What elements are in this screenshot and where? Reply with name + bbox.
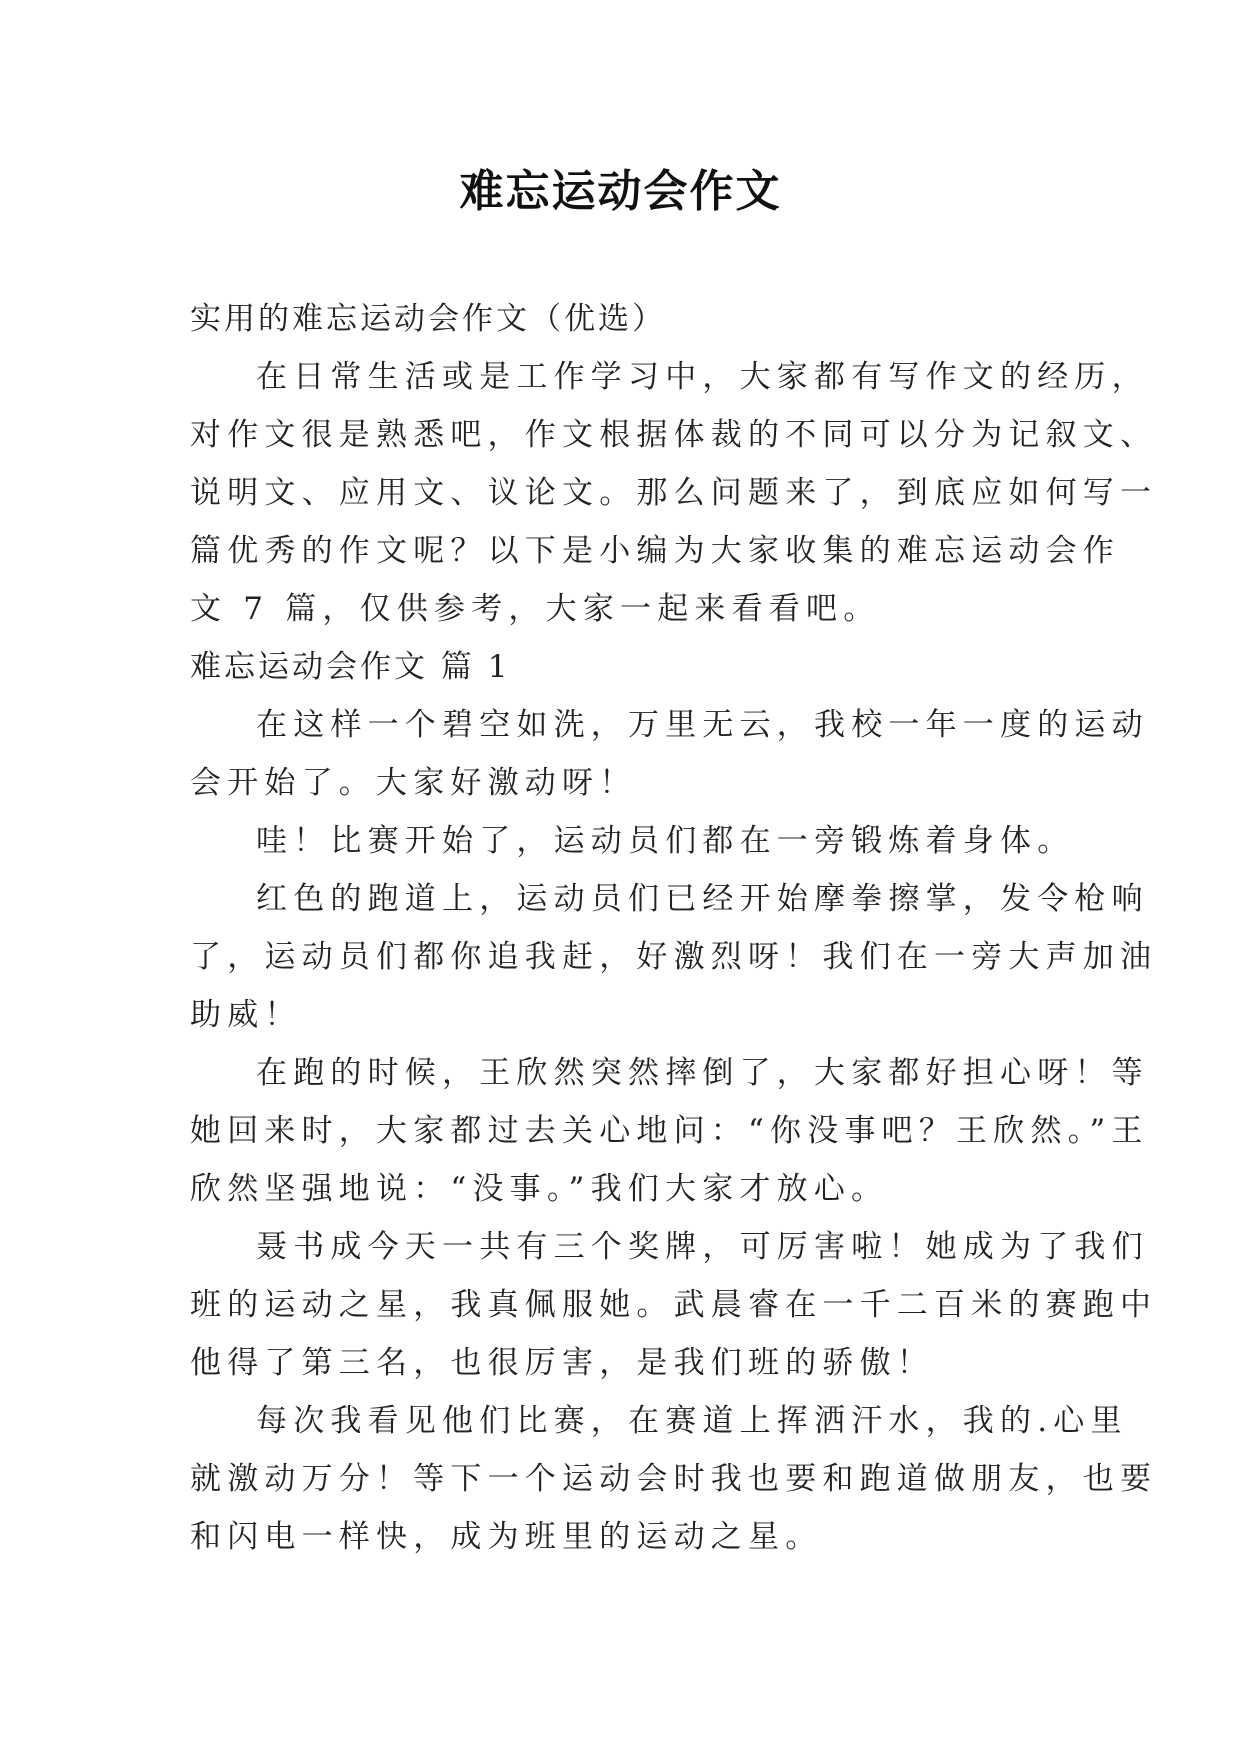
paragraph-line: 说明文、应用文、议论文。那么问题来了，到底应如何写一: [190, 475, 1158, 511]
paragraph-line: 篇优秀的作文呢？以下是小编为大家收集的难忘运动会作: [190, 533, 1120, 569]
paragraph-line: 哇！比赛开始了，运动员们都在一旁锻炼着身体。: [256, 823, 1075, 859]
document-body: [190, 290, 1158, 1566]
paragraph-line: 了，运动员们都你追我赶，好激烈呀！我们在一旁大声加油: [190, 939, 1158, 975]
paragraph-line: 在跑的时候，王欣然突然摔倒了，大家都好担心呀！等: [256, 1055, 1149, 1091]
paragraph-line: 在这样一个碧空如洗，万里无云，我校一年一度的运动: [256, 707, 1149, 743]
paragraph-line: 他得了第三名，也很厉害，是我们班的骄傲！: [190, 1345, 934, 1381]
paragraph-line: 和闪电一样快，成为班里的运动之星。: [190, 1519, 823, 1555]
paragraph-line: 她回来时，大家都过去关心地问：“你没事吧？王欣然。”王: [190, 1113, 1149, 1149]
paragraph-line: 每次我看见他们比赛，在赛道上挥洒汗水，我的.心里: [256, 1403, 1128, 1439]
paragraph-line: 欣然坚强地说：“没事。”我们大家才放心。: [190, 1171, 889, 1207]
document-title: 难忘运动会作文: [459, 166, 782, 217]
paragraph-line: 红色的跑道上，运动员们已经开始摩拳擦掌，发令枪响: [256, 881, 1149, 917]
paragraph-line: 助威！: [190, 997, 302, 1033]
paragraph-line: 班的运动之星，我真佩服她。武晨睿在一千二百米的赛跑中: [190, 1287, 1158, 1323]
paragraph-line: 聂书成今天一共有三个奖牌，可厉害啦！她成为了我们: [256, 1229, 1149, 1265]
paragraph-line: 会开始了。大家好激动呀！: [190, 765, 637, 801]
paragraph-line: 文 7 篇，仅供参考，大家一起来看看吧。: [190, 591, 881, 627]
paragraph-line: 就激动万分！等下一个运动会时我也要和跑道做朋友，也要: [190, 1461, 1158, 1497]
section-heading: 实用的难忘运动会作文（优选）: [190, 301, 666, 337]
paragraph-line: 对作文很是熟悉吧，作文根据体裁的不同可以分为记叙文、: [190, 417, 1158, 453]
paragraph-line: 在日常生活或是工作学习中，大家都有写作文的经历，: [256, 359, 1149, 395]
section-heading: 难忘运动会作文 篇 1: [190, 649, 511, 685]
